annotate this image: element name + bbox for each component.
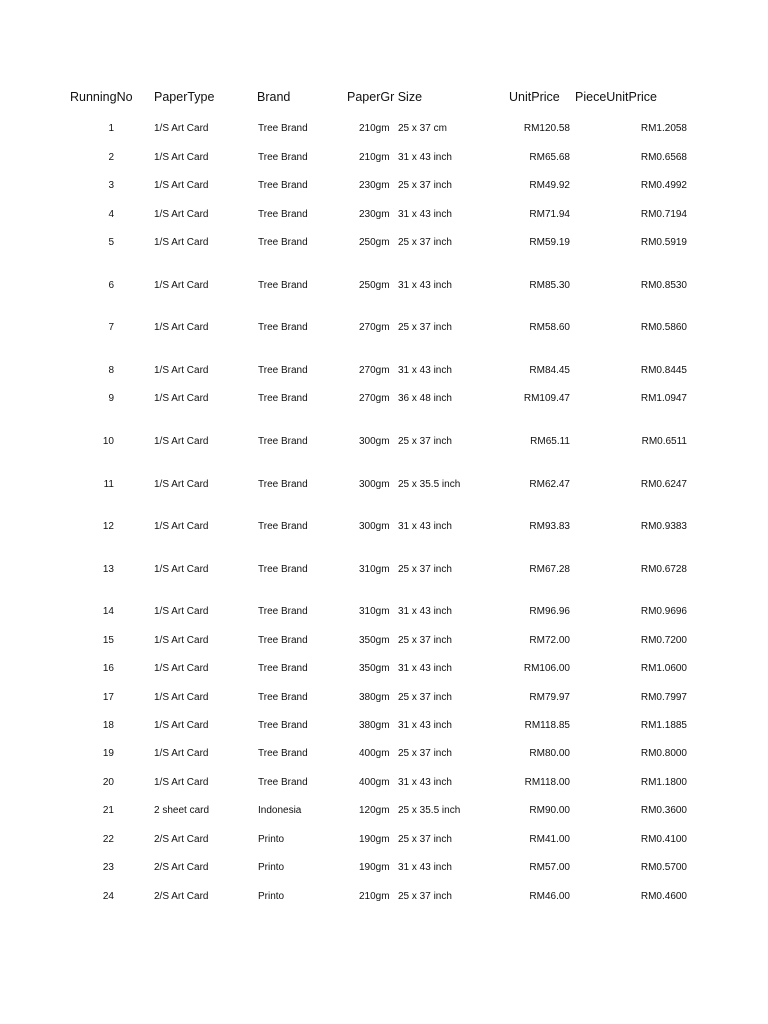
row-unit-price: RM120.58 [523,123,570,134]
row-paper-type: 1/S Art Card [154,152,209,163]
row-size: 25 x 37 inch [398,237,452,248]
row-paper-gr: 400gm [359,748,390,759]
row-unit-price: RM79.97 [529,692,570,703]
row-paper-type: 1/S Art Card [154,209,209,220]
header-piece-unit-price: PieceUnitPrice [575,90,657,104]
row-running-no: 23 [102,862,114,873]
table-row [0,862,768,876]
row-unit-price: RM109.47 [523,393,570,404]
row-paper-type: 1/S Art Card [154,123,209,134]
row-size: 25 x 37 inch [398,180,452,191]
row-running-no: 13 [102,564,114,575]
row-unit-price: RM96.96 [529,606,570,617]
row-running-no: 22 [102,834,114,845]
row-brand: Printo [258,862,285,873]
row-unit-price: RM58.60 [529,322,570,333]
row-paper-gr: 210gm [359,123,390,134]
table-row [0,564,768,578]
row-brand: Printo [258,834,285,845]
row-piece-unit-price: RM1.1800 [640,777,687,788]
row-piece-unit-price: RM0.5919 [640,237,687,248]
row-piece-unit-price: RM0.7194 [640,209,687,220]
row-running-no: 15 [102,635,114,646]
row-unit-price: RM49.92 [529,180,570,191]
row-piece-unit-price: RM0.5700 [640,862,687,873]
row-piece-unit-price: RM1.2058 [640,123,687,134]
row-paper-gr: 120gm [359,805,390,816]
row-paper-gr: 300gm [359,521,390,532]
table-row [0,180,768,194]
row-paper-gr: 350gm [359,663,390,674]
row-size: 25 x 35.5 inch [398,479,461,490]
row-brand: Tree Brand [258,365,308,376]
header-brand: Brand [257,90,291,104]
row-paper-gr: 400gm [359,777,390,788]
row-size: 31 x 43 inch [398,209,452,220]
row-piece-unit-price: RM0.8530 [640,280,687,291]
row-size: 25 x 37 inch [398,564,452,575]
row-brand: Tree Brand [258,635,308,646]
row-paper-gr: 310gm [359,606,390,617]
row-brand: Tree Brand [258,209,308,220]
table-row [0,365,768,379]
row-piece-unit-price: RM1.1885 [640,720,687,731]
row-piece-unit-price: RM0.4992 [640,180,687,191]
row-brand: Tree Brand [258,322,308,333]
header-paper-gr-size: PaperGr Size [347,90,423,104]
row-paper-type: 1/S Art Card [154,280,209,291]
row-piece-unit-price: RM0.4100 [640,834,687,845]
table-row [0,393,768,407]
row-piece-unit-price: RM1.0600 [640,663,687,674]
row-brand: Tree Brand [258,521,308,532]
row-paper-type: 1/S Art Card [154,393,209,404]
row-unit-price: RM93.83 [529,521,570,532]
row-size: 31 x 43 inch [398,663,452,674]
row-unit-price: RM57.00 [529,862,570,873]
row-paper-gr: 270gm [359,365,390,376]
table-row [0,152,768,166]
row-running-no: 11 [103,479,114,490]
row-piece-unit-price: RM0.9696 [640,606,687,617]
row-paper-type: 2/S Art Card [154,862,209,873]
row-size: 31 x 43 inch [398,606,452,617]
row-unit-price: RM41.00 [529,834,570,845]
row-unit-price: RM72.00 [529,635,570,646]
row-paper-type: 1/S Art Card [154,635,209,646]
row-unit-price: RM67.28 [529,564,570,575]
table-row [0,280,768,294]
row-unit-price: RM80.00 [529,748,570,759]
row-running-no: 4 [108,209,114,220]
row-piece-unit-price: RM0.3600 [640,805,687,816]
row-piece-unit-price: RM0.6728 [640,564,687,575]
row-running-no: 9 [108,393,114,404]
row-paper-type: 2/S Art Card [154,891,209,902]
row-unit-price: RM65.11 [530,436,570,447]
header-unit-price: UnitPrice [509,90,560,104]
row-size: 25 x 37 inch [398,436,452,447]
table-row [0,436,768,450]
row-size: 31 x 43 inch [398,720,452,731]
row-piece-unit-price: RM0.6247 [640,479,687,490]
row-paper-gr: 190gm [359,834,390,845]
row-unit-price: RM59.19 [529,237,570,248]
row-paper-gr: 230gm [359,180,390,191]
row-brand: Tree Brand [258,564,308,575]
row-running-no: 12 [102,521,114,532]
row-paper-gr: 380gm [359,720,390,731]
row-unit-price: RM118.00 [524,777,570,788]
row-piece-unit-price: RM0.6568 [640,152,687,163]
row-size: 31 x 43 inch [398,521,452,532]
row-paper-type: 1/S Art Card [154,777,209,788]
row-size: 31 x 43 inch [398,365,452,376]
row-running-no: 14 [102,606,114,617]
row-paper-type: 1/S Art Card [154,180,209,191]
header-paper-type: PaperType [154,90,215,104]
row-paper-gr: 250gm [359,280,390,291]
row-brand: Tree Brand [258,720,308,731]
row-paper-type: 1/S Art Card [154,436,209,447]
row-brand: Indonesia [258,805,302,816]
table-row [0,521,768,535]
row-running-no: 6 [108,280,114,291]
table-row [0,237,768,251]
row-paper-gr: 270gm [359,322,390,333]
row-size: 31 x 43 inch [398,280,452,291]
table-row [0,720,768,734]
row-paper-type: 1/S Art Card [154,322,209,333]
row-unit-price: RM71.94 [529,209,570,220]
row-size: 31 x 43 inch [398,152,452,163]
row-paper-type: 1/S Art Card [154,692,209,703]
row-piece-unit-price: RM0.5860 [640,322,687,333]
row-paper-gr: 270gm [359,393,390,404]
row-brand: Tree Brand [258,663,308,674]
row-size: 25 x 37 inch [398,834,452,845]
row-unit-price: RM62.47 [529,479,570,490]
table-row [0,891,768,905]
row-brand: Tree Brand [258,606,308,617]
row-paper-gr: 300gm [359,479,390,490]
row-running-no: 17 [102,692,114,703]
row-paper-gr: 310gm [359,564,390,575]
row-brand: Tree Brand [258,479,308,490]
row-brand: Tree Brand [258,180,308,191]
row-brand: Tree Brand [258,152,308,163]
row-brand: Tree Brand [258,393,308,404]
row-paper-type: 1/S Art Card [154,479,209,490]
row-unit-price: RM46.00 [529,891,570,902]
row-brand: Tree Brand [258,280,308,291]
row-brand: Printo [258,891,285,902]
row-brand: Tree Brand [258,692,308,703]
row-piece-unit-price: RM0.7997 [640,692,687,703]
row-piece-unit-price: RM1.0947 [640,393,687,404]
table-row [0,805,768,819]
row-size: 25 x 37 inch [398,891,452,902]
row-brand: Tree Brand [258,237,308,248]
row-unit-price: RM118.85 [524,720,570,731]
row-size: 25 x 37 inch [398,748,452,759]
row-paper-type: 2 sheet card [154,805,210,816]
row-paper-gr: 190gm [359,862,390,873]
row-unit-price: RM85.30 [529,280,570,291]
row-running-no: 1 [108,123,114,134]
row-paper-gr: 210gm [359,891,390,902]
row-size: 25 x 37 cm [398,123,447,134]
row-running-no: 8 [108,365,114,376]
row-size: 25 x 37 inch [398,692,452,703]
row-piece-unit-price: RM0.9383 [640,521,687,532]
row-paper-gr: 300gm [359,436,390,447]
row-size: 25 x 37 inch [398,635,452,646]
header-running-no: RunningNo [70,90,133,104]
row-paper-gr: 250gm [359,237,390,248]
row-paper-gr: 350gm [359,635,390,646]
row-piece-unit-price: RM0.8445 [640,365,687,376]
table-row [0,663,768,677]
table-row [0,692,768,706]
row-size: 31 x 43 inch [398,862,452,873]
row-paper-type: 1/S Art Card [154,606,209,617]
row-running-no: 16 [102,663,114,674]
row-paper-type: 2/S Art Card [154,834,209,845]
row-paper-type: 1/S Art Card [154,365,209,376]
table-row [0,479,768,493]
row-piece-unit-price: RM0.7200 [640,635,687,646]
row-paper-type: 1/S Art Card [154,564,209,575]
table-row [0,748,768,762]
row-size: 25 x 37 inch [398,322,452,333]
row-piece-unit-price: RM0.6511 [641,436,687,447]
row-size: 31 x 43 inch [398,777,452,788]
row-paper-gr: 380gm [359,692,390,703]
row-piece-unit-price: RM0.8000 [640,748,687,759]
row-brand: Tree Brand [258,123,308,134]
row-running-no: 3 [108,180,114,191]
row-size: 25 x 35.5 inch [398,805,461,816]
row-paper-type: 1/S Art Card [154,748,209,759]
table-row [0,209,768,223]
table-row [0,777,768,791]
row-unit-price: RM90.00 [529,805,570,816]
row-paper-gr: 210gm [359,152,390,163]
row-running-no: 20 [102,777,114,788]
row-paper-type: 1/S Art Card [154,720,209,731]
row-unit-price: RM65.68 [529,152,570,163]
row-paper-gr: 230gm [359,209,390,220]
row-piece-unit-price: RM0.4600 [640,891,687,902]
row-paper-type: 1/S Art Card [154,521,209,532]
row-brand: Tree Brand [258,748,308,759]
row-running-no: 18 [102,720,114,731]
row-running-no: 7 [108,322,114,333]
row-running-no: 2 [108,152,114,163]
row-size: 36 x 48 inch [398,393,452,404]
row-paper-type: 1/S Art Card [154,237,209,248]
row-running-no: 21 [102,805,114,816]
row-brand: Tree Brand [258,436,308,447]
table-row [0,606,768,620]
table-row [0,635,768,649]
row-running-no: 10 [102,436,114,447]
row-unit-price: RM84.45 [529,365,570,376]
table-row [0,322,768,336]
row-brand: Tree Brand [258,777,308,788]
table-row [0,834,768,848]
row-running-no: 5 [108,237,114,248]
row-running-no: 19 [102,748,114,759]
row-unit-price: RM106.00 [523,663,570,674]
row-paper-type: 1/S Art Card [154,663,209,674]
table-row [0,123,768,137]
row-running-no: 24 [102,891,114,902]
